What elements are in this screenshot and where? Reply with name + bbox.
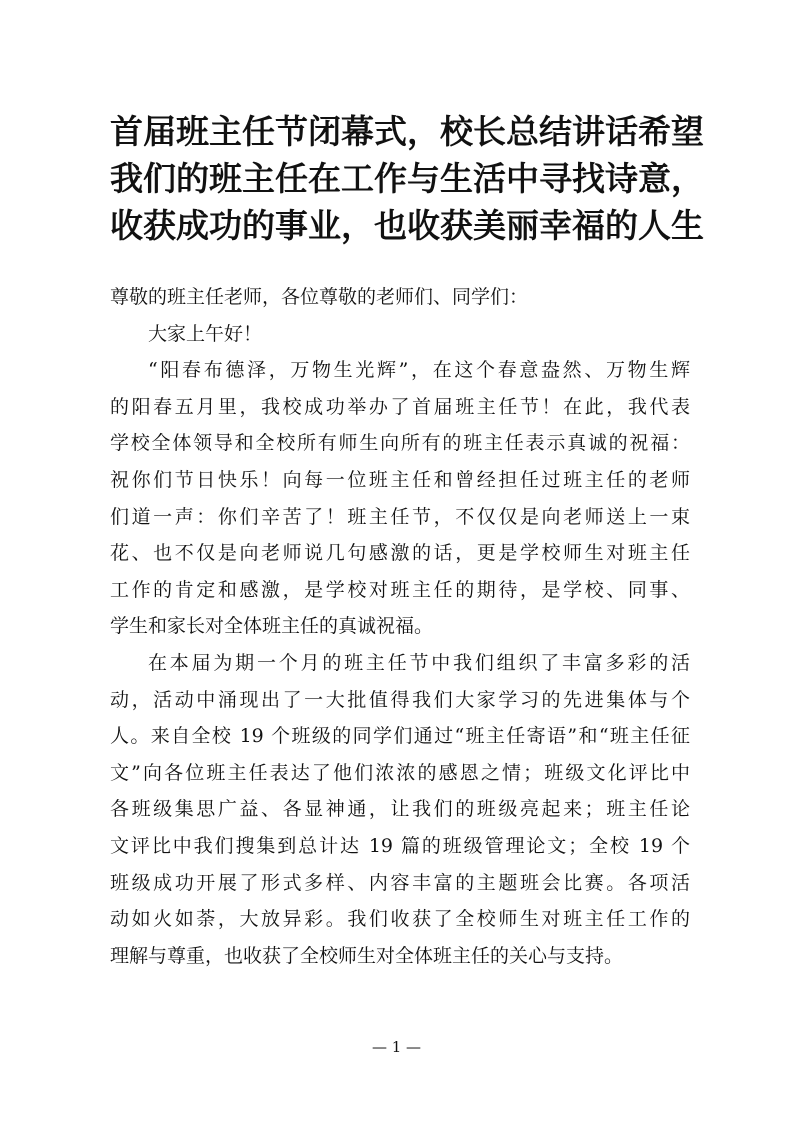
paragraph-1 xyxy=(110,352,690,645)
title-line: 首届班主任节闭幕式，校长总结讲话希望 xyxy=(110,112,704,151)
document-body xyxy=(110,279,690,974)
document-title xyxy=(110,108,704,249)
paragraph-line: 各班级集思广益、各显神通，让我们的班级亮起来；班主任论 xyxy=(110,798,690,821)
title-line: 收获成功的事业，也收获美丽幸福的人生 xyxy=(110,206,704,245)
paragraph-line: 动如火如荼，大放异彩。我们收获了全校师生对班主任工作的 xyxy=(110,908,690,931)
paragraph-line: 人。来自全校 19 个班级的同学们通过“班主任寄语”和“班主任征 xyxy=(110,725,690,748)
paragraph-line: 花、也不仅是向老师说几句感激的话，更是学校师生对班主任 xyxy=(110,542,690,565)
paragraph-line: 班级成功开展了形式多样、内容丰富的主题班会比赛。各项活 xyxy=(110,871,690,894)
paragraph-line: 文评比中我们搜集到总计达 19 篇的班级管理论文；全校 19 个 xyxy=(110,834,690,857)
title-line: 我们的班主任在工作与生活中寻找诗意， xyxy=(110,159,704,198)
paragraph-line: 工作的肯定和感激，是学校对班主任的期待，是学校、同事、 xyxy=(110,578,690,601)
paragraph-line: “阳春布德泽，万物生光辉”，在这个春意盎然、万物生辉 xyxy=(148,359,690,382)
paragraph-line: 祝你们节日快乐！向每一位班主任和曾经担任过班主任的老师 xyxy=(110,468,690,491)
paragraph-line: 在本届为期一个月的班主任节中我们组织了丰富多彩的活 xyxy=(148,651,690,674)
paragraph-line: 的阳春五月里，我校成功举办了首届班主任节！在此，我代表 xyxy=(110,395,690,418)
paragraph-line: 学校全体领导和全校所有师生向所有的班主任表示真诚的祝福： xyxy=(110,432,690,455)
page-number: — 1 — xyxy=(371,1038,422,1056)
paragraph-line: 理解与尊重，也收获了全校师生对全体班主任的关心与支持。 xyxy=(110,944,624,967)
greeting: 大家上午好！ xyxy=(148,322,263,345)
salutation: 尊敬的班主任老师，各位尊敬的老师们、同学们： xyxy=(110,286,529,308)
paragraph-line: 动，活动中涌现出了一大批值得我们大家学习的先进集体与个 xyxy=(110,688,690,711)
paragraph-line: 文”向各位班主任表达了他们浓浓的感恩之情；班级文化评比中 xyxy=(110,761,690,784)
paragraph-2 xyxy=(110,645,690,974)
paragraph-line: 们道一声：你们辛苦了！班主任节，不仅仅是向老师送上一束 xyxy=(110,505,690,528)
paragraph-line: 学生和家长对全体班主任的真诚祝福。 xyxy=(110,615,434,638)
